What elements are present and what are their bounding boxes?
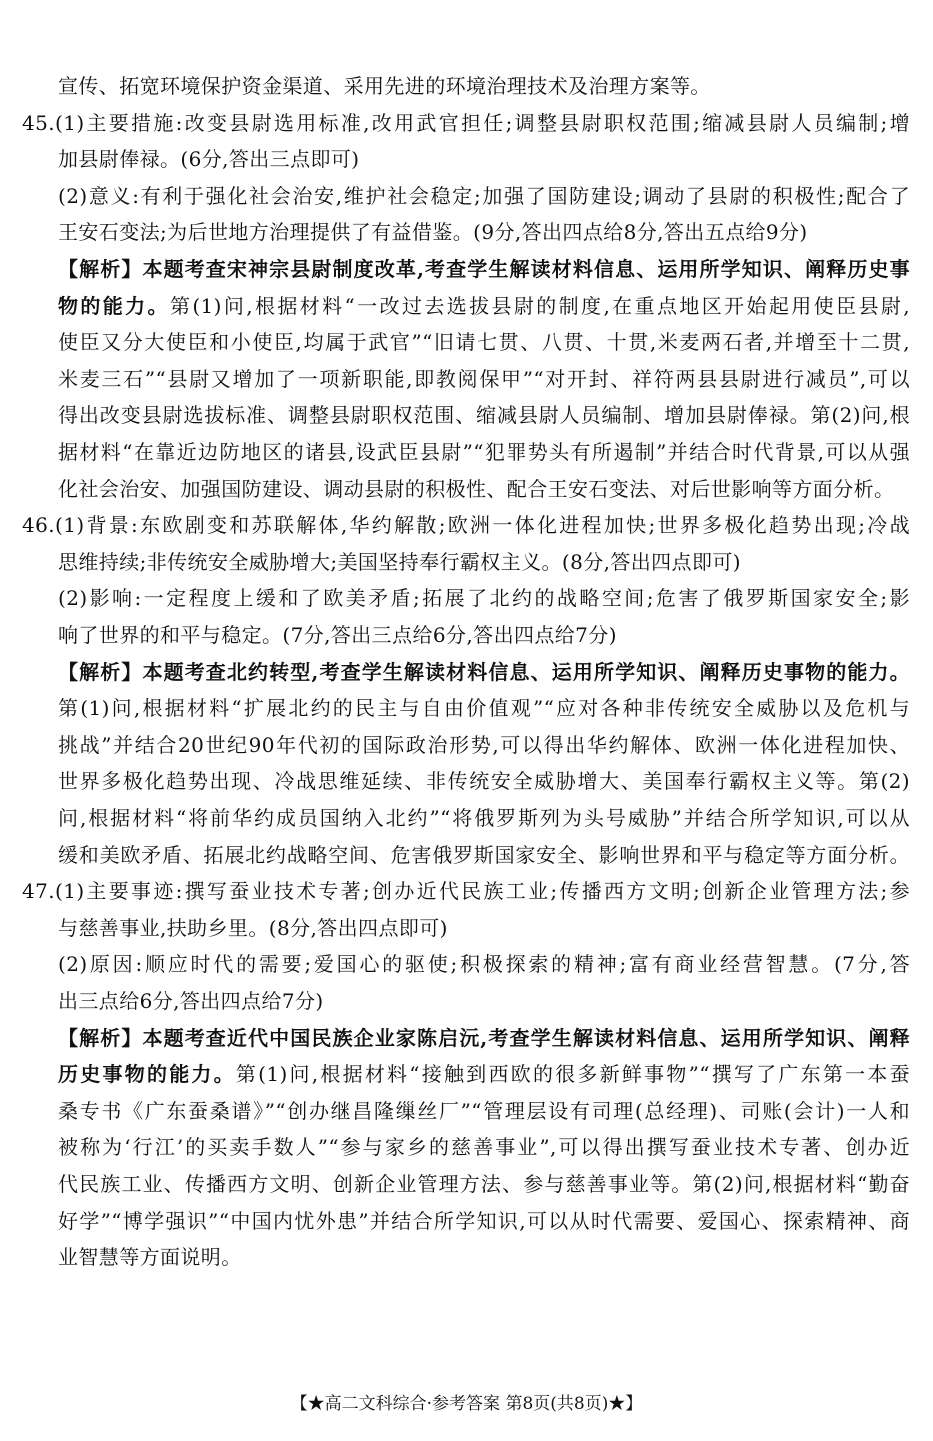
page-footer: 【★高二文科综合·参考答案 第8页(共8页)★】 xyxy=(290,1394,643,1414)
text-line xyxy=(58,622,910,648)
text-line xyxy=(58,1061,910,1087)
text-line xyxy=(58,146,910,172)
line-text: 45.(1)主要措施:改变县尉选用标准,改用武官担任;调整县尉职权范围;缩减县尉人员编制;增 xyxy=(22,111,910,135)
line-text: 第(1)问,根据材料“接触到西欧的很多新鲜事物”“撰写了广东第一本蚕 xyxy=(235,1062,910,1086)
text-line xyxy=(58,1208,910,1234)
line-text: 被称为‘行江’的买卖手数人”“参与家乡的慈善事业”,可以得出撰写蚕业技术专著、创办近 xyxy=(58,1135,910,1159)
line-text: 与慈善事业,扶助乡里。(8分,答出四点即可) xyxy=(58,916,448,940)
line-text: 出三点给6分,答出四点给7分) xyxy=(58,989,324,1013)
text-line xyxy=(22,878,910,904)
text-line xyxy=(58,842,910,868)
line-text: 宣传、拓宽环境保护资金渠道、采用先进的环境治理技术及治理方案等。 xyxy=(58,74,711,98)
line-text: 桑专书《广东蚕桑谱》”“创办继昌隆缫丝厂”“管理层设有司理(总经理)、司账(会计)一人和 xyxy=(58,1099,910,1123)
text-line xyxy=(22,512,910,538)
text-line xyxy=(58,585,910,611)
line-text: 第(1)问,根据材料“扩展北约的民主与自由价值观”“应对各种非传统安全威胁以及危机与 xyxy=(58,696,910,720)
line-text: 王安石变法;为后世地方治理提供了有益借鉴。(9分,答出四点给8分,答出五点给9分) xyxy=(58,220,808,244)
text-line xyxy=(58,768,910,794)
text-line xyxy=(58,1098,910,1124)
line-text: 使臣又分大使臣和小使臣,均属于武官”“旧请七贯、八贯、十贯,米麦两石者,并增至十二贯, xyxy=(58,330,910,354)
line-text: 代民族工业、传播西方文明、创新企业管理方法、参与慈善事业等。第(2)问,根据材料“勤奋 xyxy=(58,1172,910,1196)
text-line xyxy=(58,732,910,758)
line-text: 第(1)问,根据材料“一改过去选拔县尉的制度,在重点地区开始起用使臣县尉, xyxy=(169,294,910,318)
line-text: (2)原因:顺应时代的需要;爱国心的驱使;积极探索的精神;富有商业经营智慧。(7分,答 xyxy=(58,952,910,976)
text-line xyxy=(58,659,910,685)
text-line xyxy=(58,1025,910,1051)
text-line xyxy=(58,988,910,1014)
line-text: 缓和美欧矛盾、拓展北约战略空间、危害俄罗斯国家安全、影响世界和平与稳定等方面分析。 xyxy=(58,843,910,867)
line-text: 世界多极化趋势出现、冷战思维延续、非传统安全威胁增大、美国奉行霸权主义等。第(2) xyxy=(58,769,910,793)
text-line xyxy=(58,476,910,502)
text-line xyxy=(58,219,910,245)
text-line xyxy=(58,915,910,941)
text-line xyxy=(58,73,910,99)
line-text: 思维持续;非传统安全威胁增大;美国坚持奉行霸权主义。(8分,答出四点即可) xyxy=(58,550,741,574)
line-text: 问,根据材料“将前华约成员国纳入北约”“将俄罗斯列为头号威胁”并结合所学知识,可以从 xyxy=(58,806,910,830)
text-line xyxy=(58,439,910,465)
line-text: 响了世界的和平与稳定。(7分,答出三点给6分,答出四点给7分) xyxy=(58,623,617,647)
line-text: 47.(1)主要事迹:撰写蚕业技术专著;创办近代民族工业;传播西方文明;创新企业管理方法;参 xyxy=(22,879,910,903)
analysis-heading: 【解析】本题考查宋神宗县尉制度改革,考查学生解读材料信息、运用所学知识、阐释历史事 xyxy=(58,257,910,281)
line-text: 加县尉俸禄。(6分,答出三点即可) xyxy=(58,147,360,171)
analysis-heading: 物的能力。 xyxy=(58,294,170,318)
text-line xyxy=(22,110,910,136)
text-line xyxy=(58,1171,910,1197)
line-text: 挑战”并结合20世纪90年代初的国际政治形势,可以得出华约解体、欧洲一体化进程加快、 xyxy=(58,733,910,757)
text-line xyxy=(58,549,910,575)
text-line xyxy=(58,805,910,831)
line-text: 业智慧等方面说明。 xyxy=(58,1245,242,1269)
line-text: 化社会治安、加强国防建设、调动县尉的积极性、配合王安石变法、对后世影响等方面分析。 xyxy=(58,477,895,501)
line-text: 得出改变县尉选拔标准、调整县尉职权范围、缩减县尉人员编制、增加县尉俸禄。第(2)问,根 xyxy=(58,403,910,427)
text-line xyxy=(58,293,910,319)
line-text: 46.(1)背景:东欧剧变和苏联解体,华约解散;欧洲一体化进程加快;世界多极化趋势出现;冷战 xyxy=(22,513,910,537)
text-line xyxy=(58,329,910,355)
text-line xyxy=(58,1134,910,1160)
text-line xyxy=(58,951,910,977)
line-text: (2)意义:有利于强化社会治安,维护社会稳定;加强了国防建设;调动了县尉的积极性;配合了 xyxy=(58,184,910,208)
line-text: 好学”“博学强识”“中国内忧外患”并结合所学知识,可以从时代需要、爱国心、探索精神、商 xyxy=(58,1209,910,1233)
text-line xyxy=(58,366,910,392)
text-line xyxy=(58,183,910,209)
text-line xyxy=(58,402,910,428)
analysis-heading: 历史事物的能力。 xyxy=(58,1062,236,1086)
analysis-heading: 【解析】本题考查北约转型,考查学生解读材料信息、运用所学知识、阐释历史事物的能力。 xyxy=(58,660,910,684)
text-line xyxy=(58,256,910,282)
analysis-heading: 【解析】本题考查近代中国民族企业家陈启沅,考查学生解读材料信息、运用所学知识、阐释 xyxy=(58,1026,910,1050)
text-line xyxy=(58,695,910,721)
text-line xyxy=(58,1244,910,1270)
line-text: 米麦三石”“县尉又增加了一项新职能,即教阅保甲”“对开封、祥符两县县尉进行减员”,可以 xyxy=(58,367,910,391)
line-text: (2)影响:一定程度上缓和了欧美矛盾;拓展了北约的战略空间;危害了俄罗斯国家安全;影 xyxy=(58,586,910,610)
line-text: 据材料“在靠近边防地区的诸县,设武臣县尉”“犯罪势头有所遏制”并结合时代背景,可以从强 xyxy=(58,440,910,464)
